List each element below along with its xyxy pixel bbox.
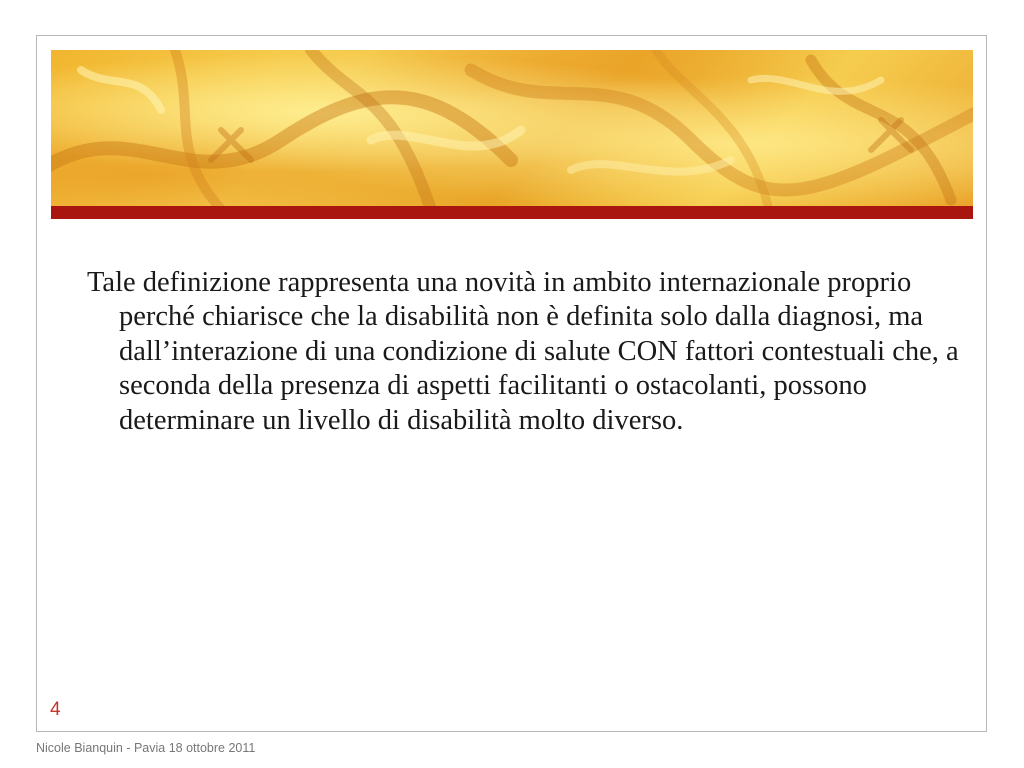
slide-footer: Nicole Bianquin - Pavia 18 ottobre 2011 bbox=[36, 741, 256, 755]
slide-body-text: Tale definizione rappresenta una novità in ambito internazionale proprio perché chiarisce che la disabilità non è definita solo dalla diagnosi, ma dall’interazione di una condizione di salute CON fattori contestuali che, a seconda della presenza di aspetti facilitanti o ostacolanti, possono determinare un livello di disabilità molto diverso. bbox=[87, 267, 959, 436]
banner-texture bbox=[51, 50, 973, 206]
slide-number: 4 bbox=[50, 699, 61, 720]
decorative-banner bbox=[51, 50, 973, 206]
accent-rule bbox=[51, 206, 973, 219]
